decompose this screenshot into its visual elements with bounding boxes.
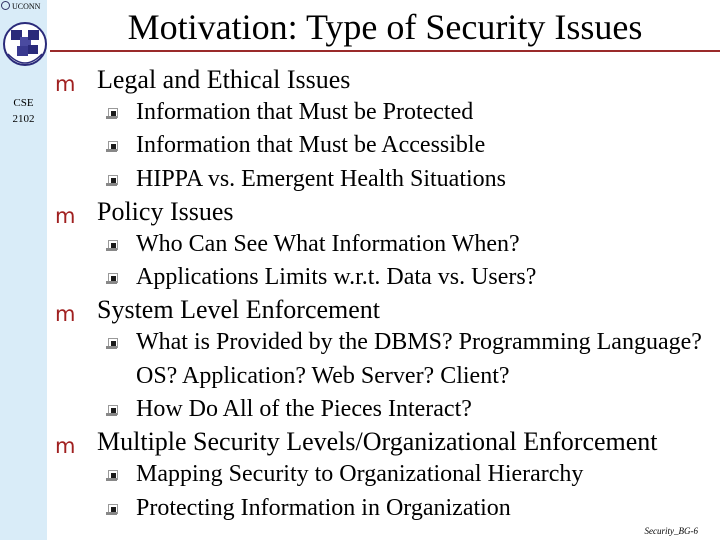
checkbox-bullet-icon [108,405,118,415]
sub-bullet [55,458,715,491]
sub-bullet-text: What is Provided by the DBMS? Programming Language? OS? Application? Web Server? Client? [136,329,702,389]
checkbox-bullet-icon [108,141,118,151]
sub-bullet-text: Information that Must be Protected [136,99,474,125]
checkbox-bullet-icon [108,504,118,514]
sub-bullet-text: How Do All of the Pieces Interact? [136,396,472,423]
slide-id: Security_BG-6 [644,526,698,536]
sub-bullet [55,326,715,393]
checkbox-bullet-icon [108,240,118,250]
bullet-policy [55,196,715,228]
bullet-text: Policy Issues [97,196,234,226]
checkbox-bullet-icon [108,338,118,348]
course-number: 2102 [12,113,35,125]
sub-bullet [55,163,715,196]
sub-bullet [55,393,715,426]
title-rule [50,50,720,52]
checkbox-bullet-icon [108,108,118,118]
sub-bullet-text: HIPPA vs. Emergent Health Situations [136,165,507,192]
seal-icon [1,1,10,10]
bullet-marker-icon: m [55,434,76,459]
bullet-legal-ethical [55,64,715,96]
bullet-list [55,64,715,525]
checkbox-bullet-icon [108,273,118,283]
sub-bullet [55,228,715,261]
course-code: CSE [13,97,34,109]
bullet-marker-icon: m [55,302,76,327]
bullet-multiple-levels [55,426,715,458]
checkbox-bullet-icon [108,175,118,185]
bullet-system-enforcement [55,294,715,326]
org-label: UCONN [12,2,41,11]
university-logo-icon [2,14,48,88]
course-label [0,95,47,127]
sub-bullet-text: Protecting Information in Organization [136,494,511,521]
org-mark [1,1,47,11]
sub-bullet-text: Applications Limits w.r.t. Data vs. Users? [136,264,537,291]
bullet-text: Legal and Ethical Issues [97,65,351,94]
sub-bullet [55,492,715,525]
sub-bullet [55,129,715,162]
bullet-text: System Level Enforcement [97,295,381,325]
bullet-marker-icon: m [55,72,76,96]
sub-bullet [55,96,715,129]
sub-bullet [55,261,715,294]
sub-bullet-text: Mapping Security to Organizational Hierarchy [136,461,584,488]
checkbox-bullet-icon [108,470,118,480]
sub-bullet-text: Who Can See What Information When? [136,230,520,257]
bullet-text: Multiple Security Levels/Organizational Enforcement [97,427,658,457]
sidebar [0,0,47,540]
bullet-marker-icon: m [55,203,76,228]
sub-bullet-text: Information that Must be Accessible [136,132,486,159]
page-title: Motivation: Type of Security Issues [127,7,643,47]
